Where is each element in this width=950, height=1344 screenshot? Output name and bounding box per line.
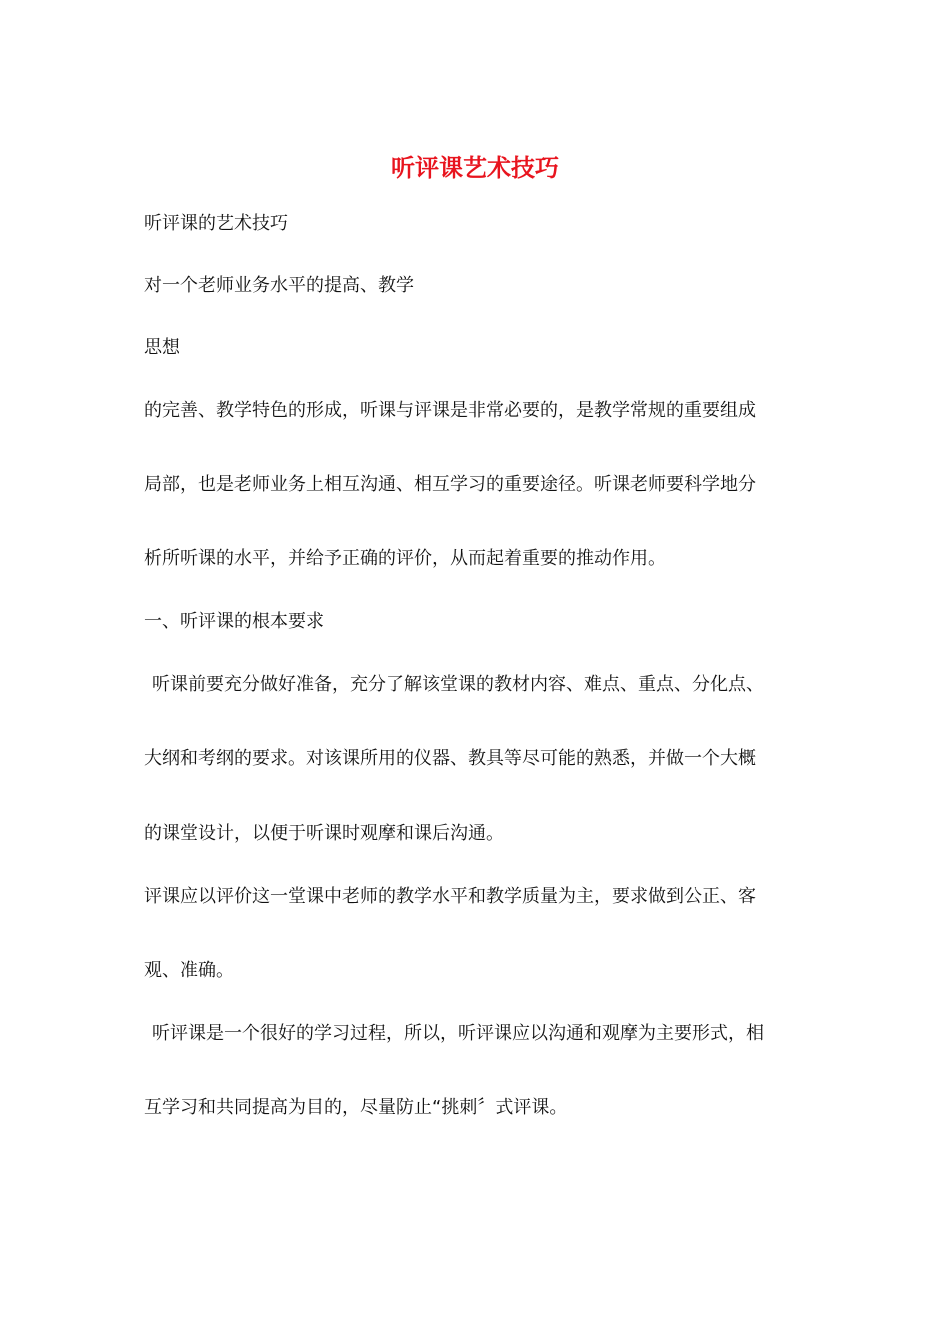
paragraph-line: 听评课的艺术技巧 xyxy=(144,213,288,234)
paragraph-line: 听课前要充分做好准备，充分了解该堂课的教材内容、难点、重点、分化点、 xyxy=(152,674,764,695)
paragraph-line: 观、准确。 xyxy=(144,960,234,981)
paragraph-line: 评课应以评价这一堂课中老师的教学水平和教学质量为主，要求做到公正、客 xyxy=(144,886,756,907)
paragraph-line: 的完善、教学特色的形成，听课与评课是非常必要的，是教学常规的重要组成 xyxy=(144,400,756,421)
paragraph-line: 析所听课的水平，并给予正确的评价，从而起着重要的推动作用。 xyxy=(144,548,666,569)
paragraph-line: 听评课是一个很好的学习过程，所以，听评课应以沟通和观摩为主要形式，相 xyxy=(152,1023,764,1044)
paragraph-line: 互学习和共同提高为目的，尽量防止“挑刺〞式评课。 xyxy=(144,1097,568,1118)
paragraph-line: 大纲和考纲的要求。对该课所用的仪器、教具等尽可能的熟悉，并做一个大概 xyxy=(144,748,756,769)
paragraph-line: 局部，也是老师业务上相互沟通、相互学习的重要途径。听课老师要科学地分 xyxy=(144,474,756,495)
paragraph-line: 思想 xyxy=(144,337,180,358)
paragraph-line: 的课堂设计，以便于听课时观摩和课后沟通。 xyxy=(144,823,504,844)
paragraph-line: 对一个老师业务水平的提高、教学 xyxy=(144,275,414,296)
document-title: 听评课艺术技巧 xyxy=(391,153,559,182)
section-heading: 一、听评课的根本要求 xyxy=(144,611,324,632)
